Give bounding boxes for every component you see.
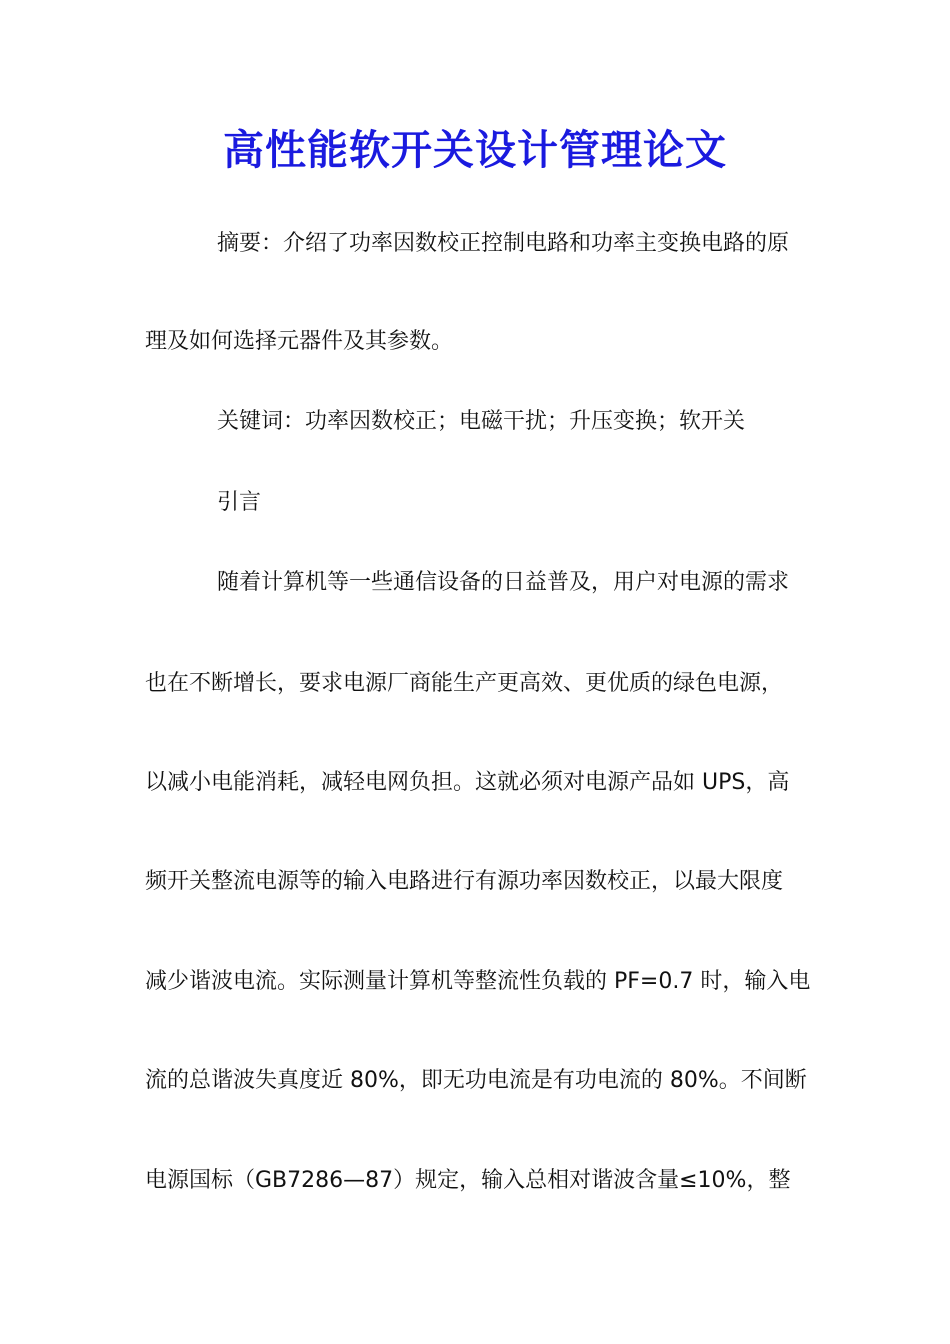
section-heading-intro: 引言 [217, 490, 262, 515]
paragraph-line-1: 随着计算机等一些通信设备的日益普及，用户对电源的需求 [217, 570, 790, 595]
keywords-line: 关键词：功率因数校正；电磁干扰；升压变换；软开关 [217, 409, 746, 434]
paragraph-line-2: 也在不断增长，要求电源厂商能生产更高效、更优质的绿色电源， [145, 671, 784, 696]
abstract-line-1: 摘要：介绍了功率因数校正控制电路和功率主变换电路的原 [217, 231, 790, 256]
abstract-line-2: 理及如何选择元器件及其参数。 [145, 329, 454, 354]
paragraph-line-6: 流的总谐波失真度近 80%，即无功电流是有功电流的 80%。不间断 [145, 1068, 807, 1093]
paragraph-line-3: 以减小电能消耗，减轻电网负担。这就必须对电源产品如 UPS，高 [145, 770, 790, 795]
paragraph-line-5: 减少谐波电流。实际测量计算机等整流性负载的 PF=0.7 时，输入电 [145, 969, 810, 994]
document-title: 高性能软开关设计管理论文 [223, 126, 727, 174]
paragraph-line-7: 电源国标（GB7286—87）规定，输入总相对谐波含量≤10%，整 [145, 1168, 791, 1193]
paragraph-line-4: 频开关整流电源等的输入电路进行有源功率因数校正，以最大限度 [145, 869, 784, 894]
